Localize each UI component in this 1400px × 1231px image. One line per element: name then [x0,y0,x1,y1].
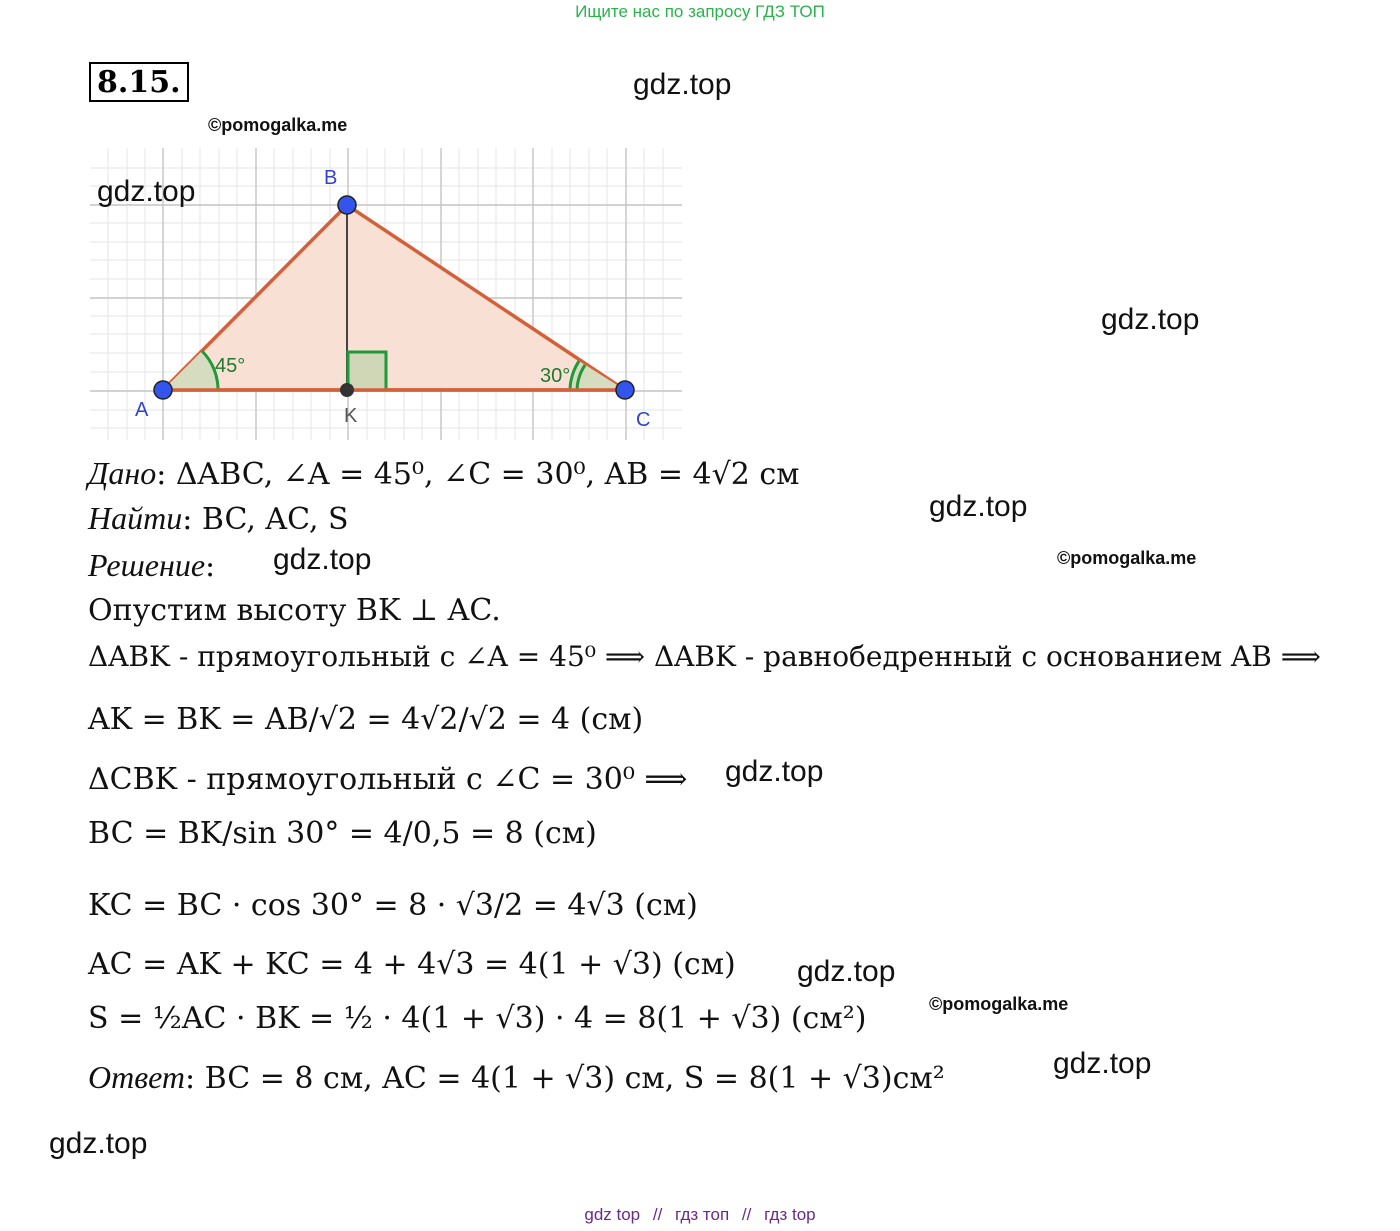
answer-line: Ответ: BC = 8 см, AC = 4(1 + √3) см, S = 8(1 + √3)см² [88,1059,945,1096]
footer-separator: // [741,1205,752,1224]
watermark: gdz.top [1053,1047,1152,1080]
task-number: 8.15. [89,62,189,102]
point-a [154,381,172,399]
solution-line-8: S = ½AC · BK = ½ · 4(1 + √3) · 4 = 8(1 + √3) (см²) [88,1001,867,1036]
copyright-label: ©pomogalka.me [929,994,1069,1014]
solution-line-3: AK = BK = AB/√2 = 4√2/√2 = 4 (см) [88,702,644,737]
solution-line-6: KC = BC · cos 30° = 8 · √3/2 = 4√3 (см) [88,888,698,923]
footer-link[interactable]: гдз топ [675,1205,730,1224]
watermark: gdz.top [797,955,896,988]
watermark: gdz.top [725,755,824,788]
footer-link[interactable]: gdz top [584,1205,641,1224]
watermark: gdz.top [929,490,1028,523]
solution-heading: Решение: [88,547,216,584]
footer-links [0,1205,1400,1225]
label-b: B [324,167,338,189]
label-a: A [135,399,149,421]
footer-link[interactable]: гдз top [764,1205,816,1224]
label-c: C [636,409,651,431]
point-b [338,196,356,214]
solution-line-1: Опустим высоту BK ⊥ AC. [88,593,501,628]
solution-line-7: AC = AK + KC = 4 + 4√3 = 4(1 + √3) (см) [88,947,736,982]
solution-line-2: ΔABK - прямоугольный с ∠A = 45⁰ ⟹ ΔABK - равнобедренный с основанием AB ⟹ [88,640,1321,673]
label-k: K [344,405,358,427]
solution-line-5: BC = BK/sin 30° = 4/0,5 = 8 (см) [88,816,597,851]
find-line: Найти: BC, AC, S [88,500,349,537]
copyright-label: ©pomogalka.me [208,115,348,135]
solution-line-4: ΔCBK - прямоугольный с ∠C = 30⁰ ⟹ [88,762,688,797]
watermark: gdz.top [49,1127,148,1160]
watermark: gdz.top [1101,303,1200,336]
right-angle-mark [348,352,386,390]
copyright-label: ©pomogalka.me [1057,548,1197,568]
watermark: gdz.top [97,175,196,208]
angle-a-label: 45° [215,355,246,377]
point-k [340,383,354,397]
top-banner: Ищите нас по запросу ГДЗ ТОП [575,2,825,21]
angle-c-label: 30° [540,365,571,387]
watermark: gdz.top [273,543,372,576]
footer-separator: // [652,1205,663,1224]
point-c [616,381,634,399]
given-line: Дано: ΔABC, ∠A = 45⁰, ∠C = 30⁰, AB = 4√2 см [88,455,800,492]
watermark: gdz.top [633,68,732,101]
